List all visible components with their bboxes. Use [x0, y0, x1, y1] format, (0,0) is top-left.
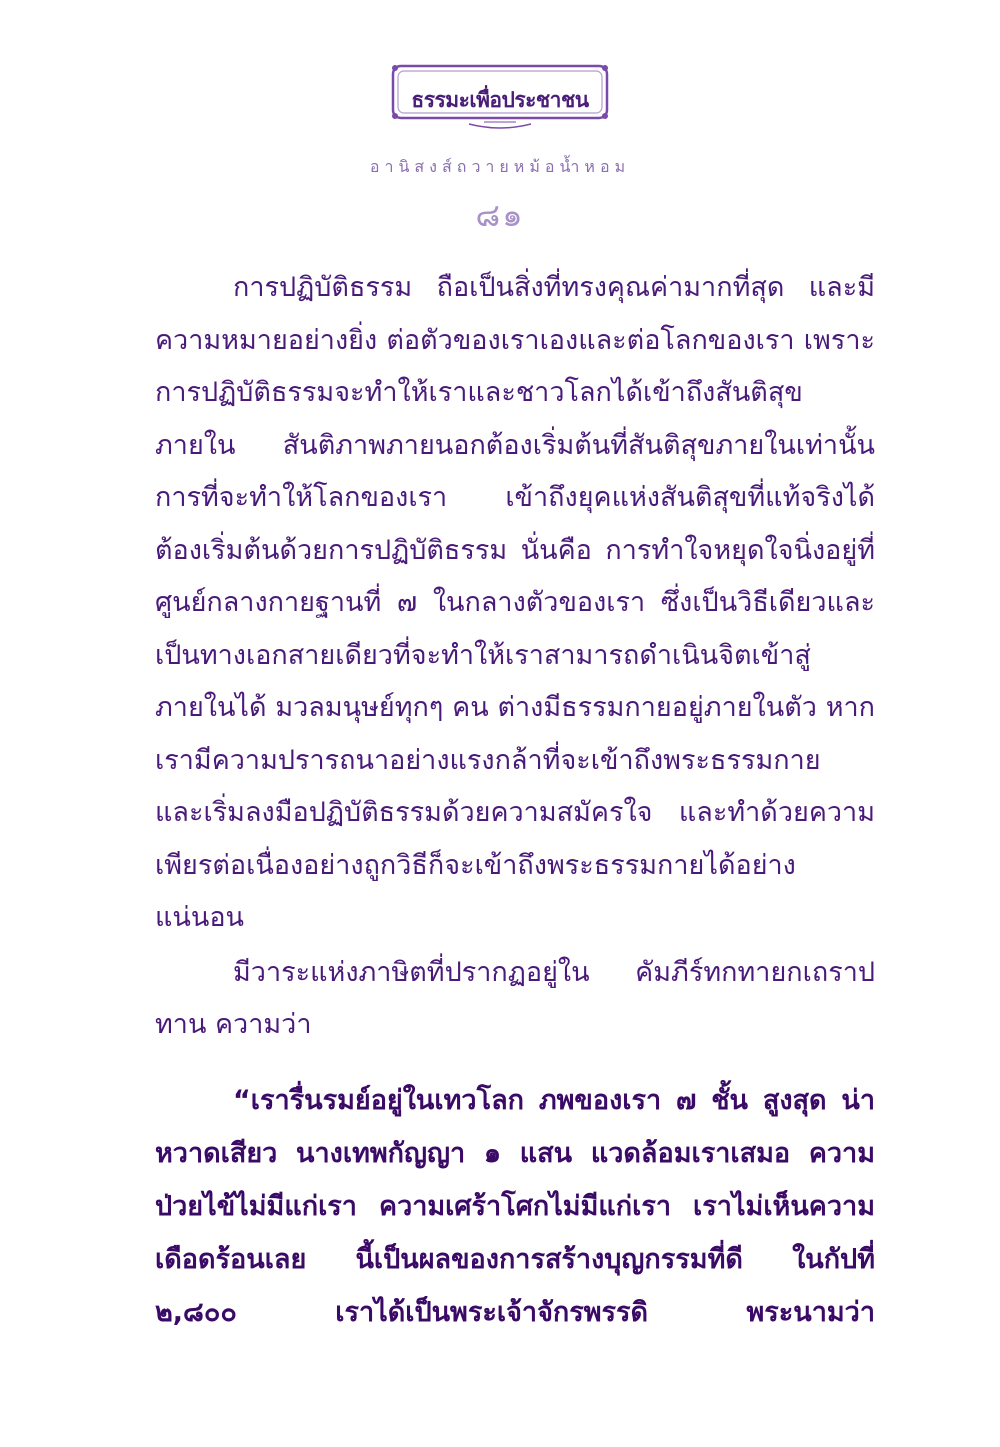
header: [0, 62, 1000, 136]
logo-text: ธรรมะเพื่อประชาชน: [411, 87, 589, 112]
paragraph-2: มีวาระแห่งภาษิตที่ปรากฏอยู่ใน คัมภีร์ทกทายกเถราปทาน ความว่า: [155, 956, 875, 1040]
running-title: อานิสงส์ถวายหม้อน้ำหอม: [369, 157, 631, 176]
quote-paragraph: “เรารื่นรมย์อยู่ในเทวโลก ภพของเรา ๗ ชั้น สูงสุด น่าหวาดเสียว นางเทพกัญญา ๑ แสน แวดล้อมเราเสมอ ความป่วยไข้ไม่มีแก่เรา ความเศร้าโศกไม่มีแก่เรา เราไม่เห็นความเดือดร้อนเลย นี้เป็นผลของการสร้างบุญกรรมที่ดี ในกัปที่ ๒,๘๐๐ เราได้เป็นพระเจ้าจักรพรรดิ พระนามว่า: [155, 1084, 875, 1328]
paragraph-1: การปฏิบัติธรรม ถือเป็นสิ่งที่ทรงคุณค่ามากที่สุด และมีความหมายอย่างยิ่ง ต่อตัวของเราเองและต่อโลกของเรา เพราะการปฏิบัติธรรมจะทำให้เราและชาวโลกได้เข้าถึงสันติสุขภายใน สันติภาพภายนอกต้องเริ่มต้นที่สันติสุขภายในเท่านั้น การที่จะทำให้โลกของเรา เข้าถึงยุคแห่งสันติสุขที่แท้จริงได้ ต้องเริ่มต้นด้วยการปฏิบัติธรรม นั่นคือ การทำใจหยุดใจนิ่งอยู่ที่ศูนย์กลางกายฐานที่ ๗ ในกลางตัวของเรา ซึ่งเป็นวิธีเดียวและเป็นทางเอกสายเดียวที่จะทำให้เราสามารถดำเนินจิตเข้าสู่ภายในได้ มวลมนุษย์ทุกๆ คน ต่างมีธรรมกายอยู่ภายในตัว หากเรามีความปรารถนาอย่างแรงกล้าที่จะเข้าถึงพระธรรมกาย และเริ่มลงมือปฏิบัติธรรมด้วยความสมัครใจ และทำด้วยความเพียรต่อเนื่องอย่างถูกวิธีก็จะเข้าถึงพระธรรมกายได้อย่างแน่นอน: [155, 272, 875, 933]
logo: [389, 62, 611, 132]
body-text: [155, 262, 875, 1339]
page-number: ๘๑: [475, 196, 525, 234]
